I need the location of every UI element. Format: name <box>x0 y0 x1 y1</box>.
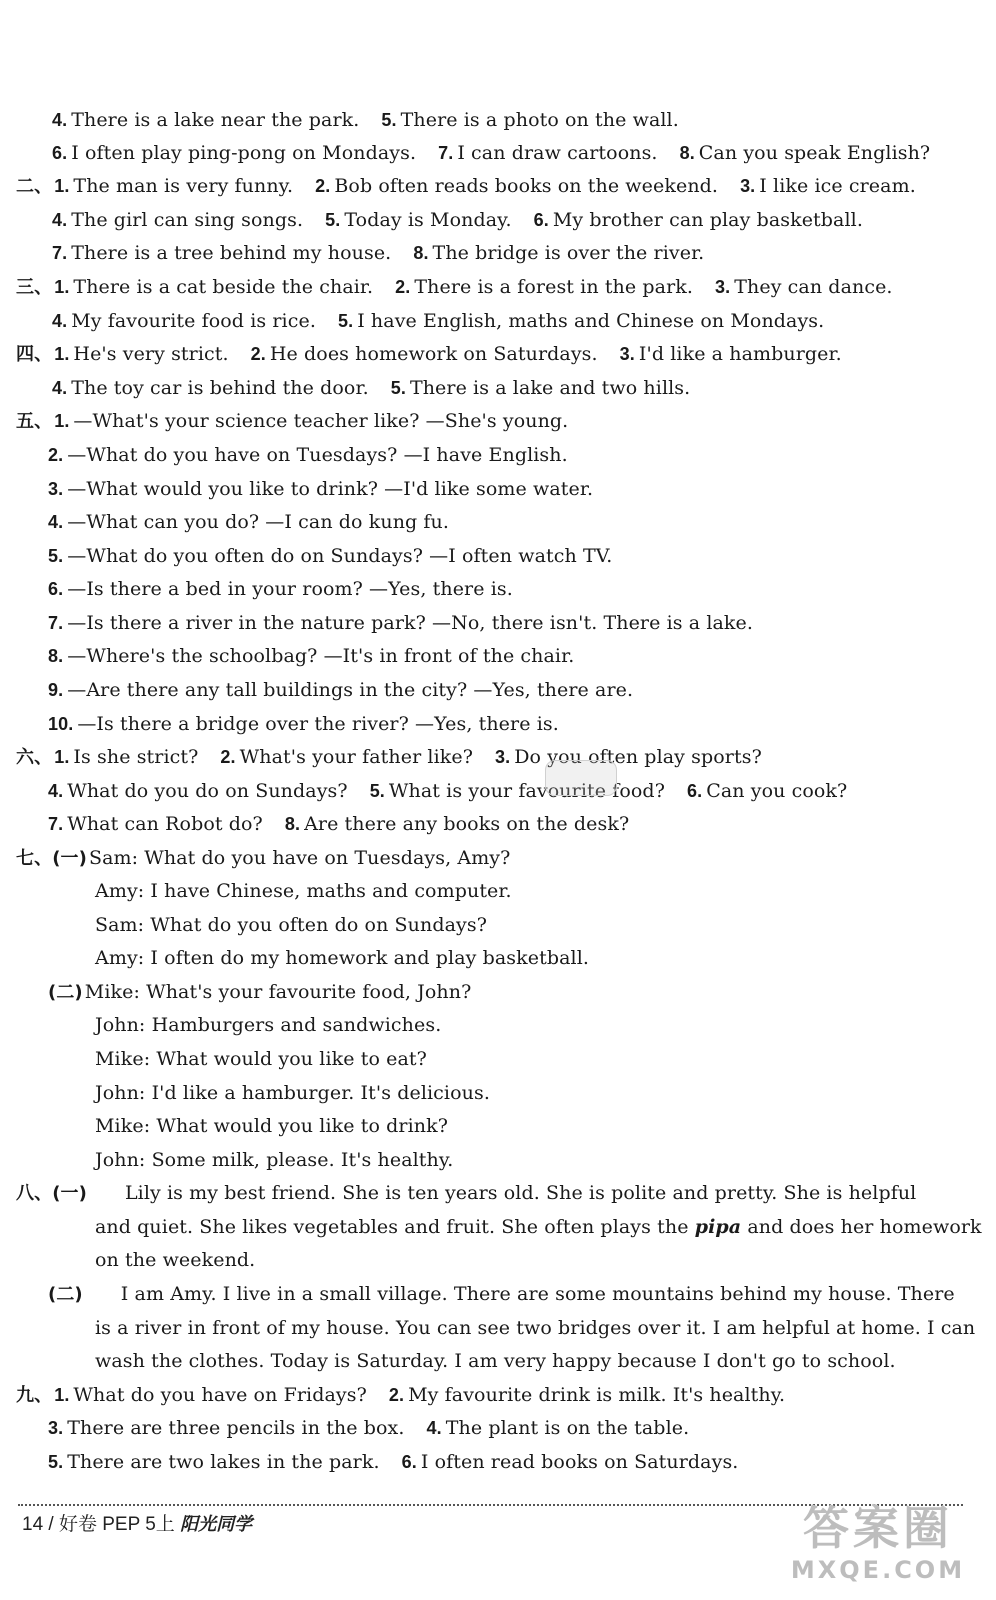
item-text: Sam: What do you often do on Sundays? <box>95 914 487 936</box>
item-number: 3. <box>48 1418 64 1438</box>
item-text: What can Robot do? <box>67 813 263 835</box>
item-text: Can you cook? <box>706 780 848 802</box>
item-number: 8. <box>284 814 301 834</box>
answer-line <box>95 1147 453 1173</box>
item-text: I can draw cartoons. <box>457 142 658 164</box>
item-text: —What can you do? —I can do kung fu. <box>67 511 450 533</box>
answer-line <box>48 1415 689 1441</box>
answer-line <box>48 979 471 1006</box>
item-text: I often play ping-pong on Mondays. <box>71 142 417 164</box>
answer-line <box>48 576 513 602</box>
answer-line <box>16 274 893 301</box>
item-text: —What's your science teacher like? —She's young. <box>73 410 569 432</box>
item-number: 3. <box>715 277 731 297</box>
answer-line <box>16 408 568 435</box>
item-text: There is a forest in the park. <box>414 276 694 298</box>
answer-line <box>16 341 842 368</box>
item-text: He's very strict. <box>73 343 229 365</box>
footer-separator: / <box>48 1514 54 1535</box>
answer-line <box>48 509 449 535</box>
item-text: Mike: What's your favourite food, John? <box>84 981 472 1003</box>
item-text: What do you have on Fridays? <box>73 1384 367 1406</box>
item-number: 5. <box>369 781 385 801</box>
item-text: There are three pencils in the box. <box>67 1417 405 1439</box>
answer-line <box>48 543 612 569</box>
item-number: 2. <box>388 1385 405 1405</box>
section-label: 二、 <box>16 176 53 197</box>
item-number: 3. <box>495 747 511 767</box>
item-text: —Are there any tall buildings in the city? —Yes, there are. <box>67 679 634 701</box>
item-number: 1. <box>54 1385 70 1405</box>
item-text: —What would you like to drink? —I'd like some water. <box>67 478 594 500</box>
page-footer <box>22 1512 252 1538</box>
item-text: —Is there a bed in your room? —Yes, there is. <box>67 578 513 600</box>
site-watermark <box>778 1500 978 1592</box>
item-text: What's your father like? <box>239 746 473 768</box>
item-number: 8. <box>413 243 429 263</box>
answer-line <box>95 878 512 904</box>
section-label: 九、 <box>16 1385 53 1406</box>
answer-line <box>95 1348 896 1374</box>
item-text: —What do you have on Tuesdays? —I have English. <box>67 444 568 466</box>
answer-line <box>48 442 568 468</box>
item-text: —What do you often do on Sundays? —I often watch TV. <box>67 545 613 567</box>
answer-line <box>16 845 510 872</box>
stamp-mark <box>545 760 617 796</box>
answer-line <box>95 945 589 971</box>
answer-line <box>52 375 690 401</box>
answer-line <box>95 1046 427 1072</box>
item-number: 6. <box>533 210 549 230</box>
item-number: 1. <box>54 277 70 297</box>
item-text: The girl can sing songs. <box>71 209 304 231</box>
answer-line <box>95 1012 441 1038</box>
answer-line <box>95 1080 490 1106</box>
item-number: 4. <box>52 210 68 230</box>
item-number: 5. <box>48 1452 64 1472</box>
item-number: 5. <box>381 110 397 130</box>
answer-line <box>52 207 863 233</box>
answer-line <box>52 308 824 334</box>
item-text: Mike: What would you like to drink? <box>95 1115 448 1137</box>
item-text: John: Hamburgers and sandwiches. <box>95 1014 442 1036</box>
page-number: 14 <box>22 1514 44 1535</box>
item-text: What do you do on Sundays? <box>67 780 348 802</box>
item-number: 6. <box>686 781 703 801</box>
answer-line <box>48 643 574 669</box>
item-text: Amy: I often do my homework and play basketball. <box>95 947 590 969</box>
item-text: Lily is my best friend. She is ten years old. She is polite and pretty. She is helpful <box>124 1182 917 1204</box>
item-text: The man is very funny. <box>73 175 294 197</box>
item-text: There is a cat beside the chair. <box>73 276 374 298</box>
item-text: Amy: I have Chinese, maths and computer. <box>95 880 512 902</box>
item-number: 4. <box>426 1418 442 1438</box>
answer-line <box>95 1214 982 1240</box>
item-text: What is your favourite food? <box>388 780 665 802</box>
item-text: on the weekend. <box>95 1249 256 1271</box>
item-number: 4. <box>52 311 68 331</box>
item-number: 5. <box>390 378 406 398</box>
section-label: 七、(一) <box>16 848 87 869</box>
item-number: 8. <box>48 646 64 666</box>
item-number: 6. <box>401 1452 417 1472</box>
answer-line <box>48 677 633 703</box>
item-number: 1. <box>54 176 70 196</box>
answer-line <box>16 744 762 771</box>
item-text: The plant is on the table. <box>445 1417 690 1439</box>
item-text: wash the clothes. Today is Saturday. I am very happy because I don't go to school. <box>95 1350 896 1372</box>
answer-line <box>48 1449 738 1475</box>
item-text: I'd like a hamburger. <box>638 343 842 365</box>
item-number: 2. <box>315 176 331 196</box>
item-text: Do you often play sports? <box>514 746 762 768</box>
item-number: 10. <box>48 714 74 734</box>
item-number: 4. <box>52 110 68 130</box>
item-text: My favourite food is rice. <box>71 310 316 332</box>
item-text: The toy car is behind the door. <box>71 377 369 399</box>
item-text: Can you speak English? <box>698 142 931 164</box>
watermark-url: MXQE.COM <box>790 1556 966 1584</box>
item-text: There is a lake near the park. <box>71 109 360 131</box>
item-text: I like ice cream. <box>759 175 916 197</box>
item-text: My brother can play basketball. <box>552 209 863 231</box>
section-label: 三、 <box>16 277 53 298</box>
item-number: 2. <box>395 277 411 297</box>
answer-line <box>52 140 930 166</box>
answer-line <box>48 711 559 737</box>
item-number: 6. <box>52 143 68 163</box>
answer-line <box>52 107 679 133</box>
item-number: 4. <box>52 378 68 398</box>
item-text: There is a tree behind my house. <box>71 242 392 264</box>
item-text: Mike: What would you like to eat? <box>95 1048 427 1070</box>
item-number: 9. <box>48 680 64 700</box>
answer-line <box>16 1382 785 1409</box>
item-number: 3. <box>48 479 64 499</box>
item-number: 2. <box>48 445 64 465</box>
answer-line <box>95 1315 975 1341</box>
section-label: (二) <box>48 982 83 1003</box>
section-label: 五、 <box>16 411 53 432</box>
item-text: —Is there a river in the nature park? —No, there isn't. There is a lake. <box>67 612 754 634</box>
answer-line <box>16 1180 916 1207</box>
item-number: 4. <box>48 512 64 532</box>
answer-line <box>95 912 487 938</box>
item-number: 4. <box>48 781 64 801</box>
item-number: 3. <box>740 176 756 196</box>
item-text: is a river in front of my house. You can see two bridges over it. I am helpful at home. I can <box>95 1317 976 1339</box>
item-number: 5. <box>325 210 341 230</box>
section-label: 八、(一) <box>16 1183 87 1204</box>
item-text: John: Some milk, please. It's healthy. <box>95 1149 454 1171</box>
item-text: I have English, maths and Chinese on Mondays. <box>357 310 825 332</box>
item-text: There are two lakes in the park. <box>67 1451 380 1473</box>
answer-line <box>16 173 916 200</box>
item-text: Are there any books on the desk? <box>304 813 630 835</box>
item-number: 5. <box>48 546 64 566</box>
item-text: He does homework on Saturdays. <box>269 343 598 365</box>
section-label: (二) <box>48 1284 83 1305</box>
item-number: 1. <box>54 747 70 767</box>
answer-line <box>95 1113 448 1139</box>
answer-line <box>95 1247 255 1273</box>
item-number: 7. <box>438 143 454 163</box>
item-text: —Is there a bridge over the river? —Yes, there is. <box>77 713 559 735</box>
item-text: They can dance. <box>734 276 893 298</box>
book-title: 好卷 PEP 5上 <box>58 1514 175 1535</box>
section-label: 六、 <box>16 747 53 768</box>
item-text: and quiet. She likes vegetables and fruit. She often plays the pipa and does her homework <box>95 1216 982 1238</box>
item-text: I often read books on Saturdays. <box>420 1451 739 1473</box>
item-text: There is a lake and two hills. <box>409 377 691 399</box>
watermark-title: 答案圈 <box>803 1501 953 1555</box>
item-number: 1. <box>54 344 70 364</box>
item-number: 2. <box>250 344 266 364</box>
item-text: Sam: What do you have on Tuesdays, Amy? <box>88 847 511 869</box>
item-number: 5. <box>337 311 354 331</box>
item-number: 7. <box>48 814 64 834</box>
item-text: —Where's the schoolbag? —It's in front of the chair. <box>67 645 575 667</box>
item-number: 8. <box>679 143 695 163</box>
item-number: 1. <box>54 411 70 431</box>
answer-line <box>48 476 593 502</box>
item-number: 2. <box>220 747 236 767</box>
answer-line <box>52 240 704 266</box>
item-text: John: I'd like a hamburger. It's delicious. <box>95 1082 490 1104</box>
item-number: 6. <box>48 579 64 599</box>
item-text: There is a photo on the wall. <box>400 109 679 131</box>
brand-logo: 阳光同学 <box>180 1514 253 1535</box>
section-label: 四、 <box>16 344 53 365</box>
item-text: Bob often reads books on the weekend. <box>334 175 719 197</box>
item-text: Today is Monday. <box>344 209 512 231</box>
item-text: The bridge is over the river. <box>432 242 705 264</box>
answer-line <box>48 778 847 804</box>
item-text: Is she strict? <box>73 746 199 768</box>
item-text: I am Amy. I live in a small village. There are some mountains behind my house. There <box>120 1283 955 1305</box>
item-text: My favourite drink is milk. It's healthy. <box>408 1384 786 1406</box>
answer-line <box>48 610 753 636</box>
answer-line <box>48 811 629 837</box>
answer-line <box>48 1281 955 1308</box>
item-number: 3. <box>619 344 635 364</box>
item-number: 7. <box>52 243 68 263</box>
item-number: 7. <box>48 613 64 633</box>
